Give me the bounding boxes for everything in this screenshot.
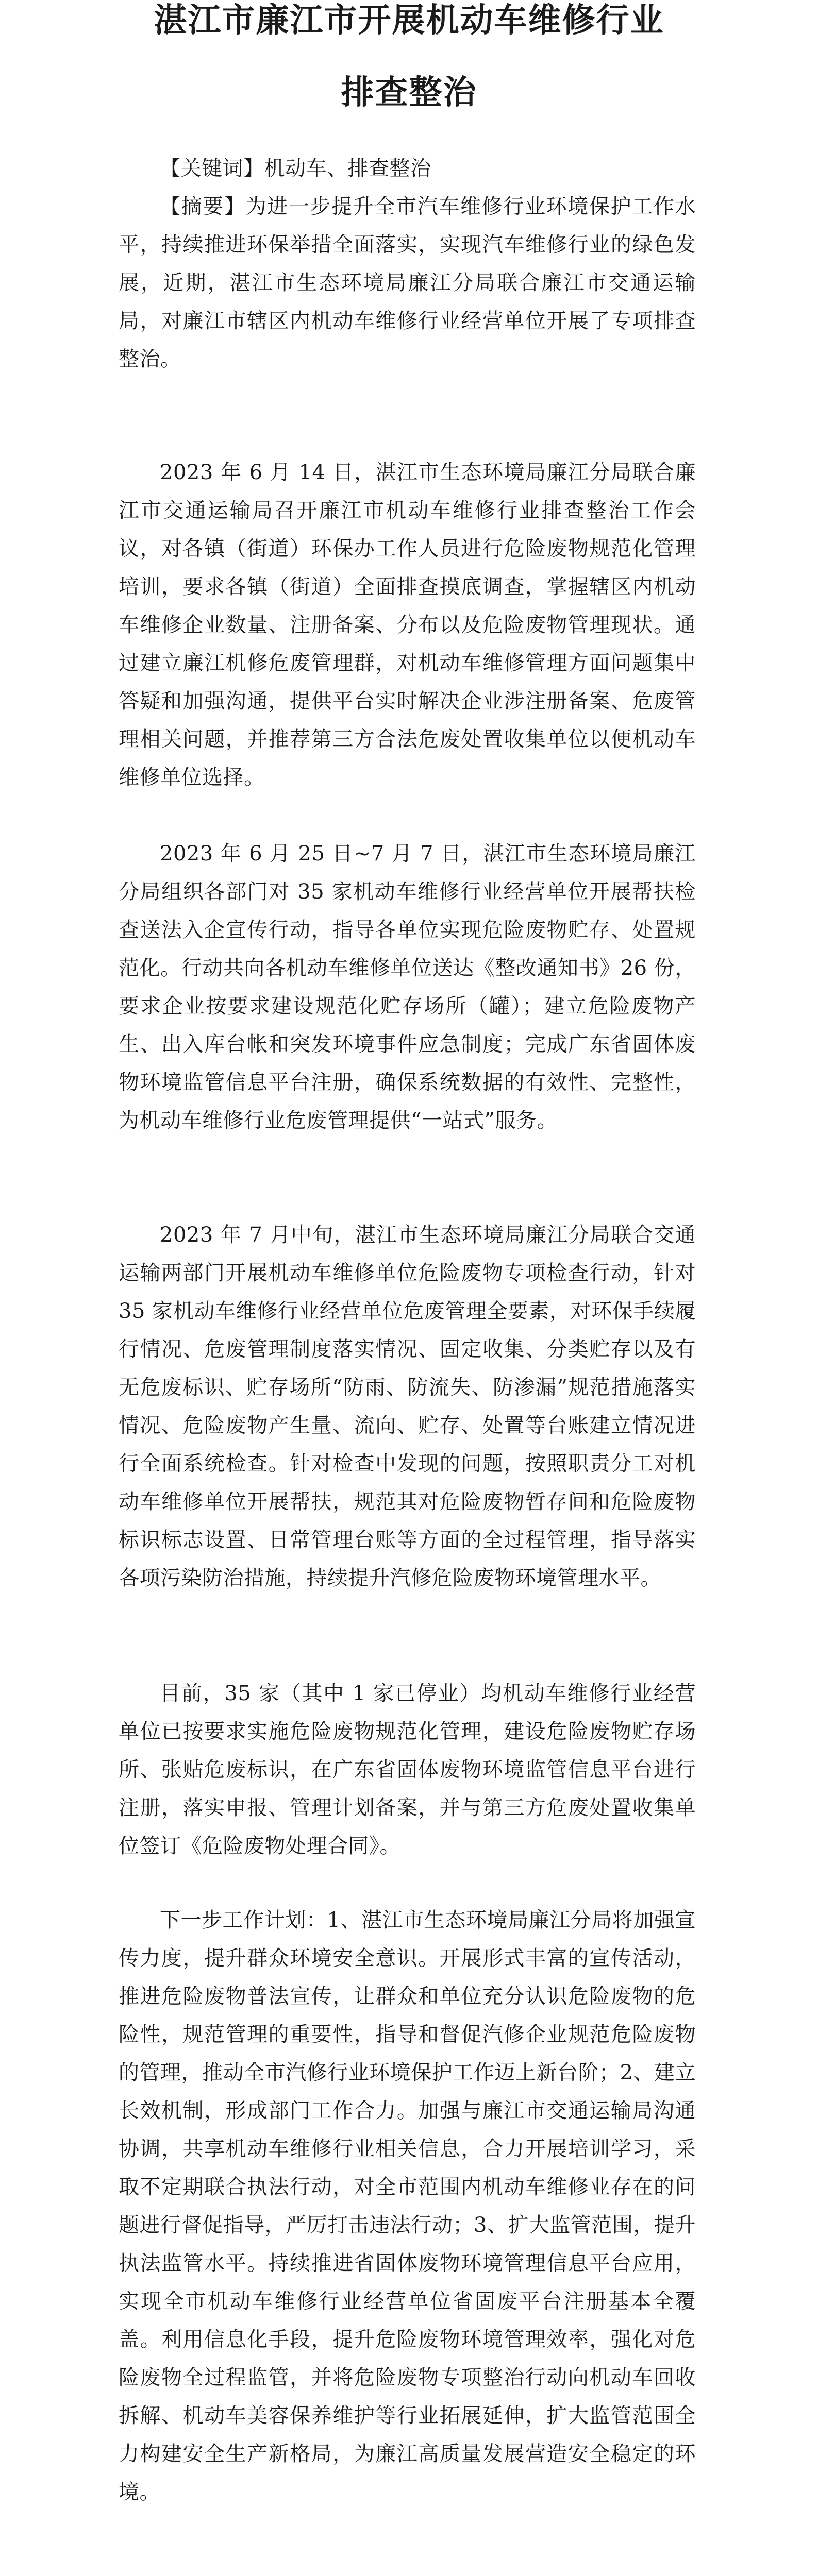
abstract-label: 【摘要】 [160,195,246,218]
abstract-text: 为进一步提升全市汽车维修行业环境保护工作水平，持续推进环保举措全面落实，实现汽车维修行业的绿色发展，近期，湛江市生态环境局廉江分局联合廉江市交通运输局，对廉江市辖区内机动车维修行业经营单位开展了专项排查整治。 [119,195,696,371]
keywords-label: 【关键词】 [160,157,264,180]
keywords-text: 机动车、排查整治 [264,157,431,180]
body-paragraph-3: 2023 年 7 月中旬，湛江市生态环境局廉江分局联合交通运输两部门开展机动车维修单位危险废物专项检查行动，针对 35 家机动车维修行业经营单位危废管理全要素，对环保手续履行情况、危废管理制度落实情况、固定收集、分类贮存以及有无危废标识、贮存场所“防雨、防流失、防渗漏”规范措施落实情况、危险废物产生量、流向、贮存、处置等台账建立情况进行全面系统检查。针对检查中发现的问题，按照职责分工对机动车维修单位开展帮扶，规范其对危险废物暂存间和危险废物标识标志设置、日常管理台账等方面的全过程管理，指导落实各项污染防治措施，持续提升汽修危险废物环境管理水平。 [119,1223,696,1590]
body-paragraph-5: 下一步工作计划：1、湛江市生态环境局廉江分局将加强宣传力度，提升群众环境安全意识。开展形式丰富的宣传活动，推进危险废物普法宣传，让群众和单位充分认识危险废物的危险性，规范管理的重要性，指导和督促汽修企业规范危险废物的管理，推动全市汽修行业环境保护工作迈上新台阶；2、建立长效机制，形成部门工作合力。加强与廉江市交通运输局沟通协调，共享机动车维修行业相关信息，合力开展培训学习，采取不定期联合执法行动，对全市范围内机动车维修业存在的问题进行督促指导，严厉打击违法行动；3、扩大监管范围，提升执法监管水平。持续推进省固体废物环境管理信息平台应用，实现全市机动车维修行业经营单位省固废平台注册基本全覆盖。利用信息化手段，提升危险废物环境管理效率，强化对危险废物全过程监管，并将危险废物专项整治行动向机动车回收拆解、机动车美容保养维护等行业拓展延伸，扩大监管范围全力构建安全生产新格局，为廉江高质量发展营造安全稳定的环境。 [119,1908,696,2504]
body-paragraph-1: 2023 年 6 月 14 日，湛江市生态环境局廉江分局联合廉江市交通运输局召开廉江市机动车维修行业排查整治工作会议，对各镇（街道）环保办工作人员进行危险废物规范化管理培训，要求各镇（街道）全面排查摸底调查，掌握辖区内机动车维修企业数量、注册备案、分布以及危险废物管理现状。通过建立廉江机修危废管理群，对机动车维修管理方面问题集中答疑和加强沟通，提供平台实时解决企业涉注册备案、危废管理相关问题，并推荐第三方合法危废处置收集单位以便机动车维修单位选择。 [119,461,696,789]
abstract-paragraph [119,188,696,378]
body-paragraph-2: 2023 年 6 月 25 日~7 月 7 日，湛江市生态环境局廉江分局组织各部门对 35 家机动车维修行业经营单位开展帮扶检查送法入企宣传行动，指导各单位实现危险废物贮存、处置规范化。行动共向各机动车维修单位送达《整改通知书》26 份，要求企业按要求建设规范化贮存场所（罐）；建立危险废物产生、出入库台帐和突发环境事件应急制度；完成广东省固体废物环境监管信息平台注册，确保系统数据的有效性、完整性，为机动车维修行业危废管理提供“一站式”服务。 [119,842,696,1132]
article-title-line-1: 湛江市廉江市开展机动车维修行业 [154,1,664,40]
body-paragraph-4: 目前，35 家（其中 1 家已停业）均机动车维修行业经营单位已按要求实施危险废物规范化管理，建设危险废物贮存场所、张贴危废标识，在广东省固体废物环境监管信息平台进行注册，落实申报、管理计划备案，并与第三方危废处置收集单位签订《危险废物处理合同》。 [119,1682,696,1858]
article-title-line-2: 排查整治 [341,73,477,112]
keywords-paragraph [119,149,696,188]
